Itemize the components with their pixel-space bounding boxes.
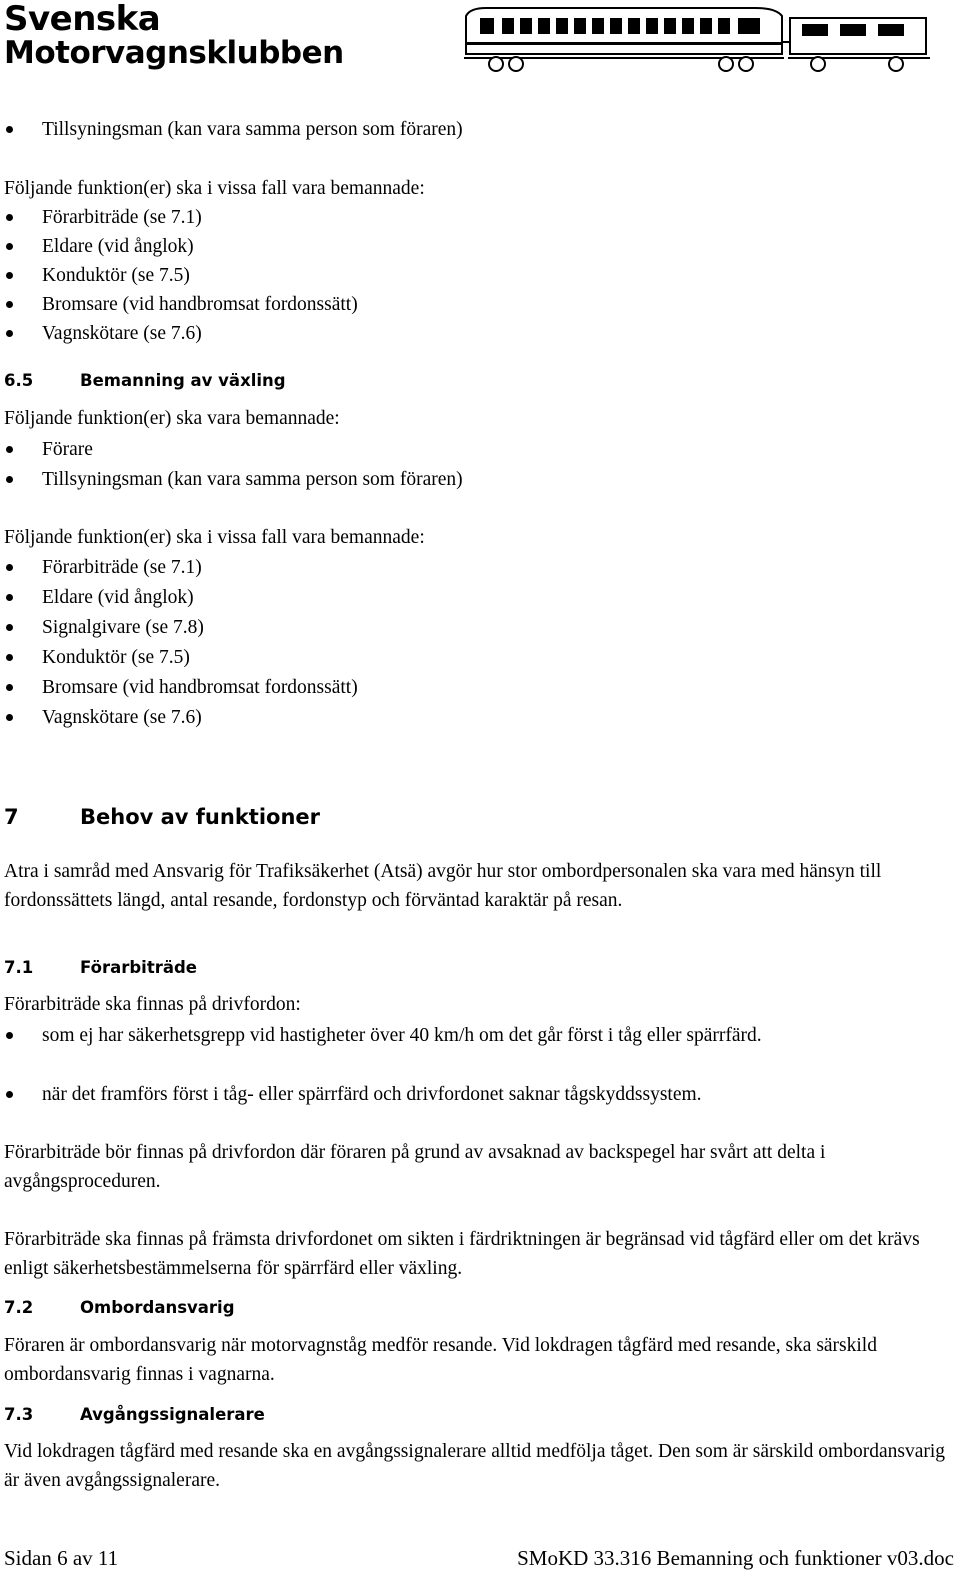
bullet-icon bbox=[6, 330, 13, 337]
list-item: Konduktör (se 7.5) bbox=[42, 647, 190, 668]
list-item: Signalgivare (se 7.8) bbox=[42, 617, 204, 638]
bullet-icon bbox=[6, 1091, 13, 1098]
bullet-icon bbox=[6, 243, 13, 250]
logo-line-1: Svenska bbox=[4, 0, 161, 39]
section-number: 7.2 bbox=[4, 1298, 34, 1317]
bullet-icon bbox=[6, 476, 13, 483]
bullet-icon bbox=[6, 564, 13, 571]
bullet-icon bbox=[6, 272, 13, 279]
section-heading-7-3 bbox=[4, 1403, 265, 1427]
paragraph: Föraren är ombordansvarig när motorvagnståg medför resande. Vid lokdragen tågfärd med resande, ska särskild ombordansvarig finnas i vagnarna. bbox=[4, 1335, 877, 1385]
bullet-icon bbox=[6, 714, 13, 721]
logo-line-2: Motorvagnsklubben bbox=[4, 35, 344, 71]
list-item: Eldare (vid ånglok) bbox=[42, 236, 194, 257]
chapter-heading-7 bbox=[4, 802, 320, 832]
list-item: Eldare (vid ånglok) bbox=[42, 587, 194, 608]
bullet-icon bbox=[6, 301, 13, 308]
train-illustration-icon bbox=[456, 2, 956, 74]
bullet-icon bbox=[6, 684, 13, 691]
paragraph: Förarbiträde ska finnas på drivfordon: bbox=[4, 994, 301, 1015]
bullet-icon bbox=[6, 654, 13, 661]
paragraph: Atra i samråd med Ansvarig för Trafiksäkerhet (Atsä) avgör hur stor ombordpersonalen ska vara med hänsyn till fordonssättets längd, antal resande, fordonstyp och förväntad karaktär på resan. bbox=[4, 861, 882, 911]
bullet-icon bbox=[6, 126, 13, 133]
list-item: Förarbiträde (se 7.1) bbox=[42, 557, 202, 578]
list-item: Vagnskötare (se 7.6) bbox=[42, 323, 202, 344]
list-item: Bromsare (vid handbromsat fordonssätt) bbox=[42, 677, 358, 698]
paragraph: Följande funktion(er) ska i vissa fall vara bemannade: bbox=[4, 527, 425, 548]
section-number: 6.5 bbox=[4, 371, 34, 390]
list-item: Vagnskötare (se 7.6) bbox=[42, 707, 202, 728]
paragraph: Följande funktion(er) ska i vissa fall vara bemannade: bbox=[4, 178, 425, 199]
paragraph: Vid lokdragen tågfärd med resande ska en avgångssignalerare alltid medfölja tåget. Den som är särskild ombordansvarig är även avgångssignalerare. bbox=[4, 1441, 946, 1491]
section-title: Avgångssignalerare bbox=[80, 1405, 265, 1424]
section-title: Ombordansvarig bbox=[80, 1298, 235, 1317]
section-title: Förarbiträde bbox=[80, 958, 197, 977]
paragraph: Förarbiträde ska finnas på främsta drivfordonet om sikten i färdriktningen är begränsad vid tågfärd eller om det krävs enligt säkerhetsbestämmelserna för spärrfärd eller växling. bbox=[4, 1229, 920, 1279]
bullet-icon bbox=[6, 214, 13, 221]
page-header bbox=[0, 0, 960, 80]
document-filename: SMoKD 33.316 Bemanning och funktioner v03.doc bbox=[517, 1546, 954, 1570]
list-item: Tillsyningsman (kan vara samma person som föraren) bbox=[42, 469, 463, 490]
list-item: när det framförs först i tåg- eller spärrfärd och drivfordonet saknar tågskyddssystem. bbox=[42, 1084, 702, 1105]
list-item: som ej har säkerhetsgrepp vid hastigheter över 40 km/h om det går först i tåg eller spärrfärd. bbox=[42, 1025, 762, 1046]
chapter-number: 7 bbox=[4, 805, 19, 829]
section-heading-7-1 bbox=[4, 956, 197, 980]
section-heading-7-2 bbox=[4, 1296, 235, 1320]
club-logo bbox=[4, 2, 344, 70]
list-item: Bromsare (vid handbromsat fordonssätt) bbox=[42, 294, 358, 315]
page-number: Sidan 6 av 11 bbox=[4, 1546, 119, 1570]
section-heading-6-5 bbox=[4, 369, 286, 393]
list-item: Förare bbox=[42, 439, 93, 460]
section-title: Bemanning av växling bbox=[80, 371, 286, 390]
section-number: 7.3 bbox=[4, 1405, 34, 1424]
bullet-icon bbox=[6, 446, 13, 453]
bullet-icon bbox=[6, 1032, 13, 1039]
section-number: 7.1 bbox=[4, 958, 34, 977]
chapter-title: Behov av funktioner bbox=[80, 805, 321, 829]
list-item: Konduktör (se 7.5) bbox=[42, 265, 190, 286]
bullet-icon bbox=[6, 594, 13, 601]
list-item: Förarbiträde (se 7.1) bbox=[42, 207, 202, 228]
list-item: Tillsyningsman (kan vara samma person som föraren) bbox=[42, 119, 463, 140]
bullet-icon bbox=[6, 624, 13, 631]
paragraph: Följande funktion(er) ska vara bemannade: bbox=[4, 408, 340, 429]
paragraph: Förarbiträde bör finnas på drivfordon där föraren på grund av avsaknad av backspegel har svårt att delta i avgångsproceduren. bbox=[4, 1142, 826, 1192]
